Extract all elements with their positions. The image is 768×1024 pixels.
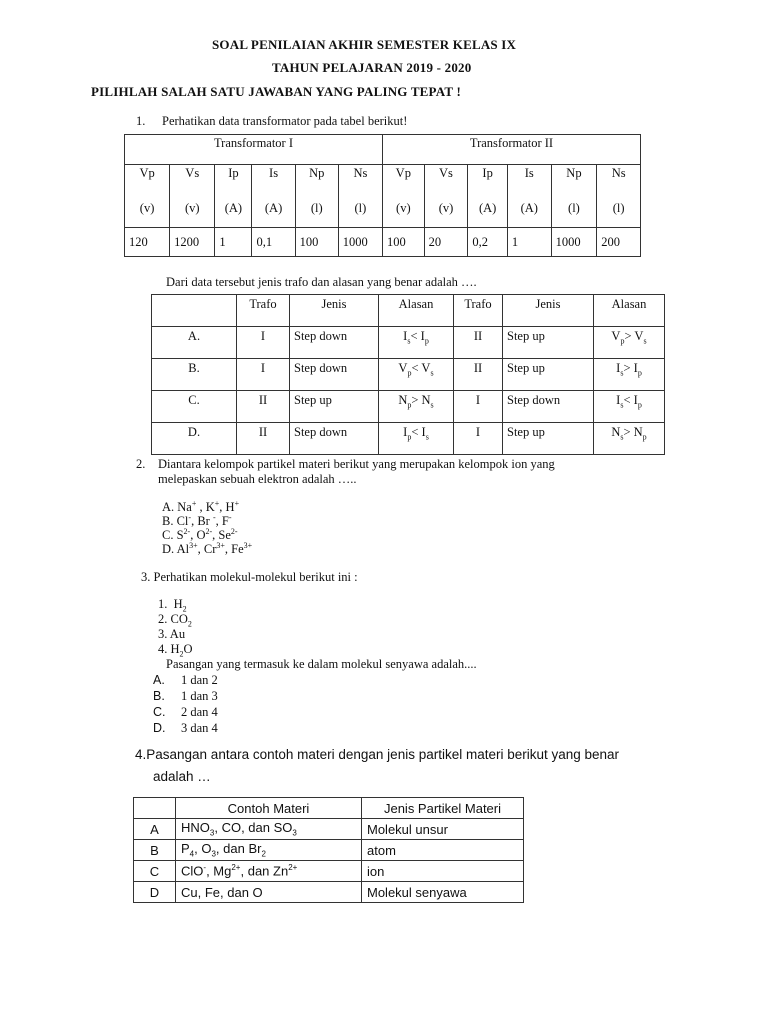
col-name: Is [524,166,534,180]
col-unit: (v) [139,201,155,215]
q4-row-a[interactable] [134,819,524,840]
contoh-cell: $HNO_3$, CO, dan $SO_3$ [176,819,362,840]
trafo-cell: II [454,327,503,359]
jenis-cell: Step up [503,423,594,455]
q3-item-2: 2. $CO_2$ [158,612,192,629]
header-jenis: Jenis [503,295,594,327]
trafo-cell: I [237,359,290,391]
q4-line2: adalah … [153,769,211,784]
q4-table [133,797,524,903]
q3-item-4: 4. $H_2O$ [158,642,193,659]
col-unit: (v) [396,201,411,215]
header-jenis: Jenis [290,295,379,327]
group-transformator-2: Transformator II [383,135,641,165]
jenis-cell: Step up [290,391,379,423]
trafo-cell: II [237,391,290,423]
alasan-cell: $V_p> V_s$ [594,327,665,359]
value-cell: 120 [125,228,170,257]
value-cell: 1200 [170,228,215,257]
trafo-cell: II [237,423,290,455]
contoh-cell: $P_4$, $O_3$, dan $Br_2$ [176,840,362,861]
value-cell: 100 [295,228,338,257]
jenis-cell: Step down [290,423,379,455]
jenis-cell: Molekul senyawa [362,882,524,903]
jenis-cell: atom [362,840,524,861]
value-cell: 1000 [338,228,382,257]
jenis-cell: Step down [290,327,379,359]
alasan-cell: $I_s< I_p$ [379,327,454,359]
q3-option-d[interactable]: 3 dan 4 [181,721,218,735]
q4-header-row [134,798,524,819]
value-cell: 1 [215,228,252,257]
q3-item-3: 3. Au [158,627,186,641]
q1-question: Dari data tersebut jenis trafo dan alasan yang benar adalah …. [166,275,477,289]
option-row-c[interactable] [152,391,665,423]
header-alasan: Alasan [594,295,665,327]
q3-option-b[interactable]: 1 dan 3 [181,689,218,703]
column-labels-row [125,165,641,228]
value-cell: 1 [507,228,551,257]
col-unit: (A) [478,201,497,215]
jenis-cell: Molekul unsur [362,819,524,840]
values-row [125,228,641,257]
header-trafo: Trafo [237,295,290,327]
col-unit: (l) [568,201,580,215]
q4-row-b[interactable] [134,840,524,861]
value-cell: 0,2 [468,228,508,257]
alasan-cell: $V_p< V_s$ [379,359,454,391]
trafo-cell: I [454,423,503,455]
q2-option-a[interactable]: A. Na+ , K+, H+ [162,499,240,515]
col-name: Np [566,166,582,180]
col-unit: (A) [264,201,283,215]
header-contoh-materi: Contoh Materi [176,798,362,819]
col-name: Is [269,166,279,180]
alasan-cell: $N_p> N_s$ [379,391,454,423]
value-cell: 20 [424,228,468,257]
trafo-cell: II [454,359,503,391]
col-name: Ns [611,166,626,180]
contoh-cell: Cu, Fe, dan O [176,882,362,903]
alasan-cell: $N_s> N_p$ [594,423,665,455]
q3-option-c[interactable]: 2 dan 4 [181,705,218,719]
col-unit: (l) [310,201,323,215]
col-unit: (v) [184,201,200,215]
contoh-cell: ClO-, $Mg^{2+}$, dan $Zn^{2+}$ [176,861,362,882]
option-letter: B. [152,359,237,391]
col-name: Ip [482,166,493,180]
row-letter: A [134,819,176,840]
option-row-b[interactable] [152,359,665,391]
header-alasan: Alasan [379,295,454,327]
q1-prompt: Perhatikan data transformator pada tabel berikut! [162,114,408,128]
q3-option-d-letter: D. [153,721,166,735]
q3-option-a-letter: A. [153,673,165,687]
col-name: Vs [439,166,453,180]
value-cell: 0,1 [252,228,295,257]
q3-question: Pasangan yang termasuk ke dalam molekul senyawa adalah.... [166,657,477,671]
value-cell: 1000 [551,228,597,257]
transformator-table [124,134,641,257]
jenis-cell: Step up [503,327,594,359]
row-letter: B [134,840,176,861]
q1-number: 1. [136,114,146,128]
alasan-cell: $I_s> I_p$ [594,359,665,391]
q3-option-a[interactable]: 1 dan 2 [181,673,218,687]
col-unit: (A) [224,201,243,215]
q2-line2: melepaskan sebuah elektron adalah ….. [158,472,357,486]
col-name: Ns [353,166,368,180]
q3-prompt: 3. Perhatikan molekul-molekul berikut ini : [141,570,358,584]
q4-row-d[interactable] [134,882,524,903]
header-title: SOAL PENILAIAN AKHIR SEMESTER KELAS IX [212,37,517,52]
group-transformator-1: Transformator I [125,135,383,165]
col-name: Vp [395,166,411,180]
col-name: Vp [139,166,155,180]
q3-option-b-letter: B. [153,689,165,703]
q3-option-c-letter: C. [153,705,166,719]
option-row-a[interactable] [152,327,665,359]
q2-option-c[interactable]: C. $S^{2-}$, $O^{2-}$, $Se^{2-}$ [162,527,238,543]
trafo-cell: I [454,391,503,423]
option-letter: A. [152,327,237,359]
value-cell: 200 [597,228,641,257]
option-letter: C. [152,391,237,423]
value-cell: 100 [383,228,425,257]
q2-option-b[interactable]: B. Cl-, Br -, F- [162,513,232,529]
header-jenis-partikel: Jenis Partikel Materi [362,798,524,819]
jenis-cell: Step up [503,359,594,391]
q4-row-c[interactable] [134,861,524,882]
jenis-cell: ion [362,861,524,882]
q2-line1: Diantara kelompok partikel materi berikut yang merupakan kelompok ion yang [158,457,555,471]
col-unit: (A) [520,201,538,215]
col-unit: (l) [354,201,367,215]
header-year: TAHUN PELAJARAN 2019 - 2020 [272,60,472,75]
row-letter: C [134,861,176,882]
jenis-cell: Step down [503,391,594,423]
header-trafo: Trafo [454,295,503,327]
col-name: Np [309,166,325,180]
q1-options-table [151,294,665,455]
alasan-cell: $I_s< I_p$ [594,391,665,423]
col-name: Vs [185,166,200,180]
q3-item-1: 1. $H_2$ [158,597,187,614]
q4-line1: 4.Pasangan antara contoh materi dengan jenis partikel materi berikut yang benar [135,747,620,762]
col-unit: (v) [438,201,454,215]
q2-number: 2. [136,457,146,471]
row-letter: D [134,882,176,903]
header-instruction: PILIHLAH SALAH SATU JAWABAN YANG PALING TEPAT ! [91,84,461,99]
options-header-row [152,295,665,327]
col-unit: (l) [612,201,625,215]
q2-option-d[interactable]: D. $Al^{3+}$, $Cr^{3+}$, $Fe^{3+}$ [162,541,253,557]
alasan-cell: $I_p< I_s$ [379,423,454,455]
trafo-cell: I [237,327,290,359]
jenis-cell: Step down [290,359,379,391]
option-letter: D. [152,423,237,455]
option-row-d[interactable] [152,423,665,455]
col-name: Ip [228,166,239,180]
